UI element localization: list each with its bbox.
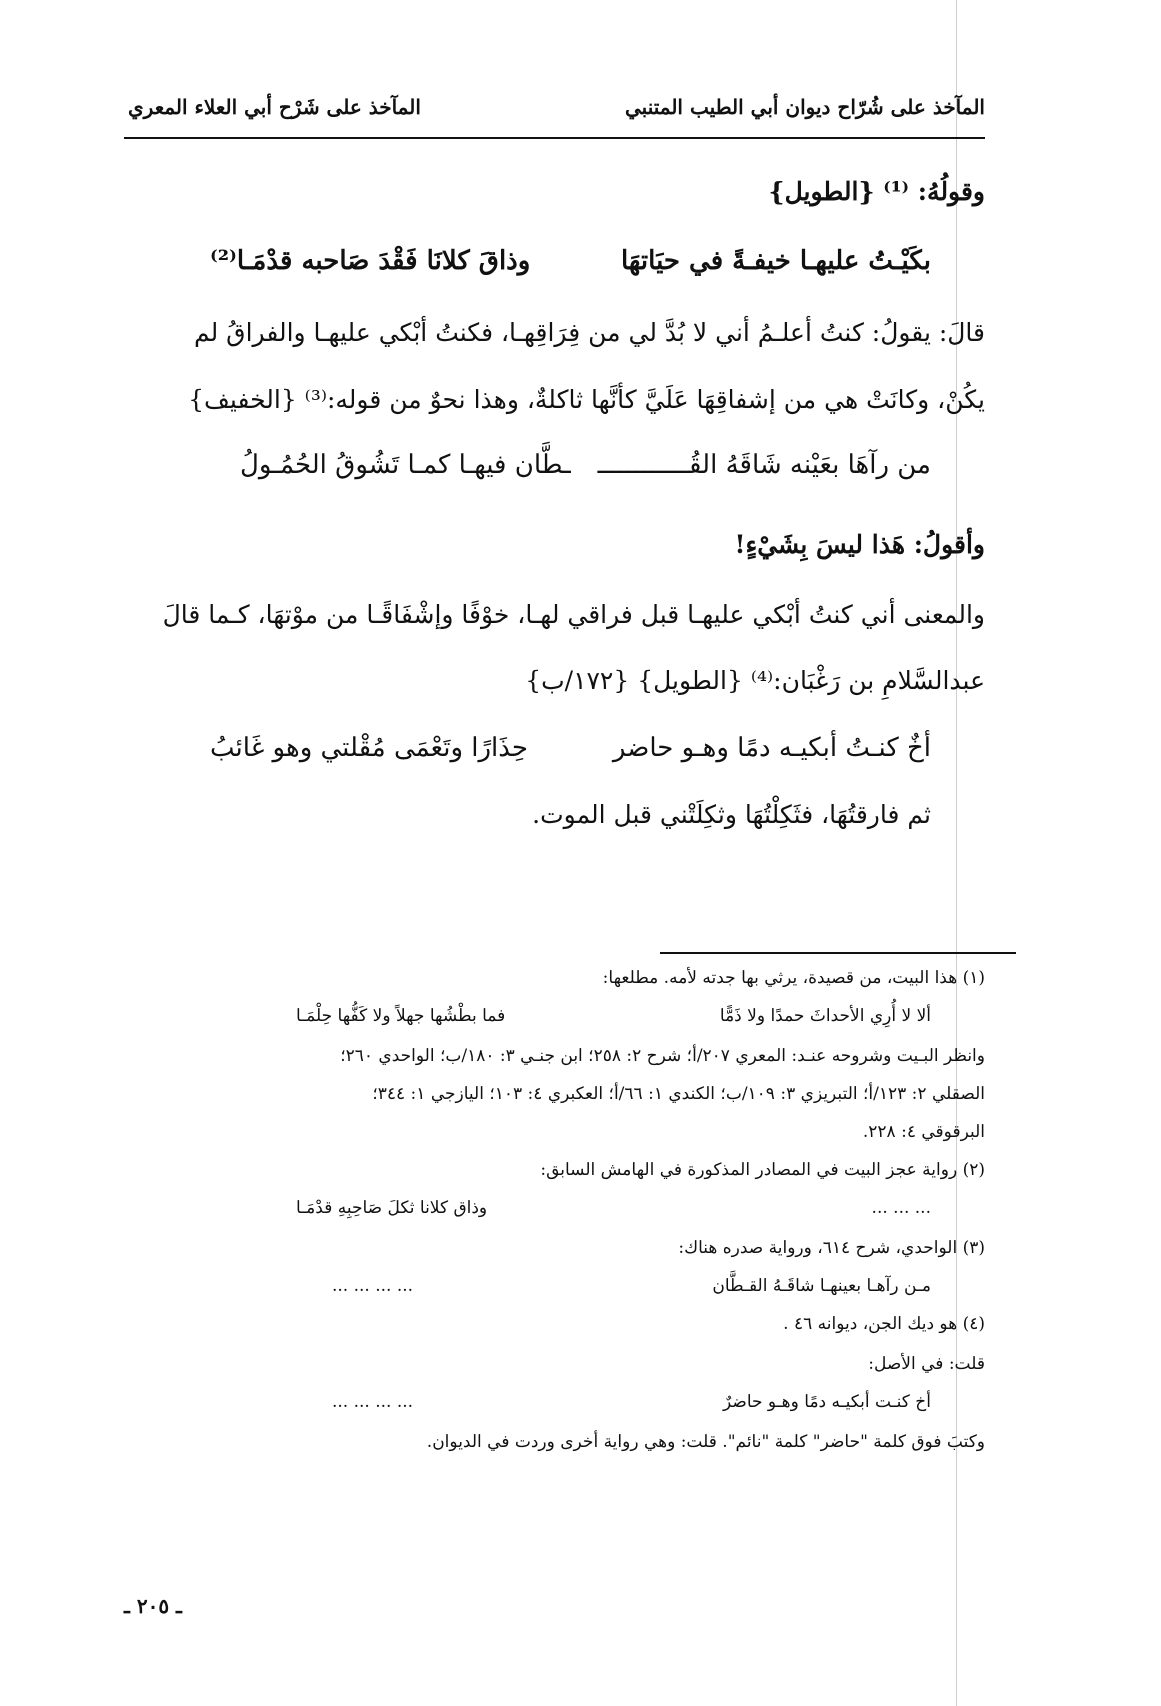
intro-line: وقولُهُ: ⁽¹⁾ {الطويل}	[768, 177, 985, 206]
footnote-1: (١) هذا البيت، من قصيدة، يرثي بها جدته لأمه. مطلعها:	[602, 968, 985, 988]
footnote-4: (٤) هو ديك الجن، ديوانه ٤٦ .	[783, 1314, 985, 1334]
author-comment: وأقولُ: هَذا ليسَ بِشَيْءٍ!	[734, 530, 985, 559]
footnote-1-sources-line-1: وانظر البـيت وشروحه عنـد: المعري ٢٠٧/أ؛ شرح ٢: ٢٥٨؛ ابن جنـي ٣: ١٨٠/ب؛ الواحدي ٢٦٠؛	[340, 1046, 985, 1066]
footnote-3-verse-second: ... ... ... ...	[332, 1276, 414, 1296]
footnote-4-note: قلت: في الأصل:	[868, 1354, 985, 1374]
footnote-1-sources-line-3: البرقوقي ٤: ٢٢٨.	[862, 1122, 985, 1142]
footnote-2: (٢) رواية عجز البيت في المصادر المذكورة في الهامش السابق:	[540, 1160, 985, 1180]
header-divider	[124, 137, 985, 139]
paragraph-1-line-1: قالَ: يقولُ: كنتُ أعلـمُ أني لا بُدَّ لي من فِرَاقِهـا، فكنتُ أبْكي عليهـا والفراقُ لم	[193, 318, 985, 347]
verse-2-second-hemistich: ـطَّان فيهـا كمـا تَشُوقُ الحُمُـولُ	[240, 450, 571, 480]
footnote-1-verse-second: فما بطْشُها جهلاً ولا كَفُّها حِلْمَـا	[296, 1006, 506, 1026]
verse-3-first-hemistich: أخٌ كنـتُ أبكيـه دمًا وهـو حاضر	[612, 733, 931, 763]
verse-1-second-hemistich: وذاقَ كلانَا فَقْدَ صَاحبه قدْمَـا⁽²⁾	[210, 246, 531, 276]
footnote-3: (٣) الواحدي، شرح ٦١٤، ورواية صدره هناك:	[678, 1238, 985, 1258]
running-header-subtitle: المآخذ على شَرْح أبي العلاء المعري	[128, 95, 421, 119]
verse-3-second-hemistich: حِذَارًا وتَعْمَى مُقْلتي وهو غَائبُ	[210, 733, 529, 763]
paragraph-2-line-2: عبدالسَّلامِ بن رَغْبَان:⁽⁴⁾ {الطويل} {١٧٢/ب}	[525, 666, 985, 695]
footnote-4-last-line: وكتبَ فوق كلمة "حاضر" كلمة "نائم". قلت: وهي رواية أخرى وردت في الديوان.	[426, 1432, 985, 1452]
footnote-2-verse-second: وذاق كلانا ثكلَ صَاحِبِهِ قدْمَـا	[296, 1198, 488, 1218]
footnote-4-verse-second: ... ... ... ...	[332, 1392, 414, 1412]
footnote-2-verse-first: ... ... ...	[871, 1198, 931, 1218]
paragraph-2-line-1: والمعنى أني كنتُ أبْكي عليهـا قبل فراقي لهـا، خوْفًا وإشْفَاقًـا من موْتهَا، كـما قالَ	[162, 600, 985, 629]
verse-2-first-hemistich: من رآهَا بعَيْنه شَاقَهُ القُــــــــــــ	[597, 450, 931, 480]
paragraph-1-line-2: يكُنْ، وكانَتْ هي من إشفاقِهَا عَلَيَّ كأنَّها ثاكلةٌ، وهذا نحوٌ من قوله:⁽³⁾ {الخفيف}	[188, 385, 985, 414]
running-header-title: المآخذ على شُرّاح ديوان أبي الطيب المتنبي	[625, 95, 985, 119]
footnote-4-verse-first: أخ كنـت أبكيـه دمًا وهـو حاضرٌ	[723, 1392, 931, 1412]
footnote-3-verse-first: مـن رآهـا بعينهـا شاقَـهُ القـطَّان	[712, 1276, 931, 1296]
page-number: ـ ٢٠٥ ـ	[124, 1594, 182, 1618]
footnote-1-sources-line-2: الصقلي ٢: ١٢٣/أ؛ التبريزي ٣: ١٠٩/ب؛ الكندي ١: ٦٦/أ؛ العكبري ٤: ١٠٣؛ اليازجي ١: ٣٤٤؛	[372, 1084, 985, 1104]
footnote-1-verse-first: ألا لا أُرِي الأحداثَ حمدًا ولا ذَمًّا	[719, 1006, 931, 1026]
footnote-divider	[660, 952, 1016, 954]
paragraph-3: ثم فارقتُهَا، فثَكِلْتُهَا وثكِلَتْني قبل الموت.	[532, 800, 931, 829]
verse-1-first-hemistich: بكَيْـتُ عليهـا خيفـةً في حيَاتهَا	[621, 246, 931, 276]
